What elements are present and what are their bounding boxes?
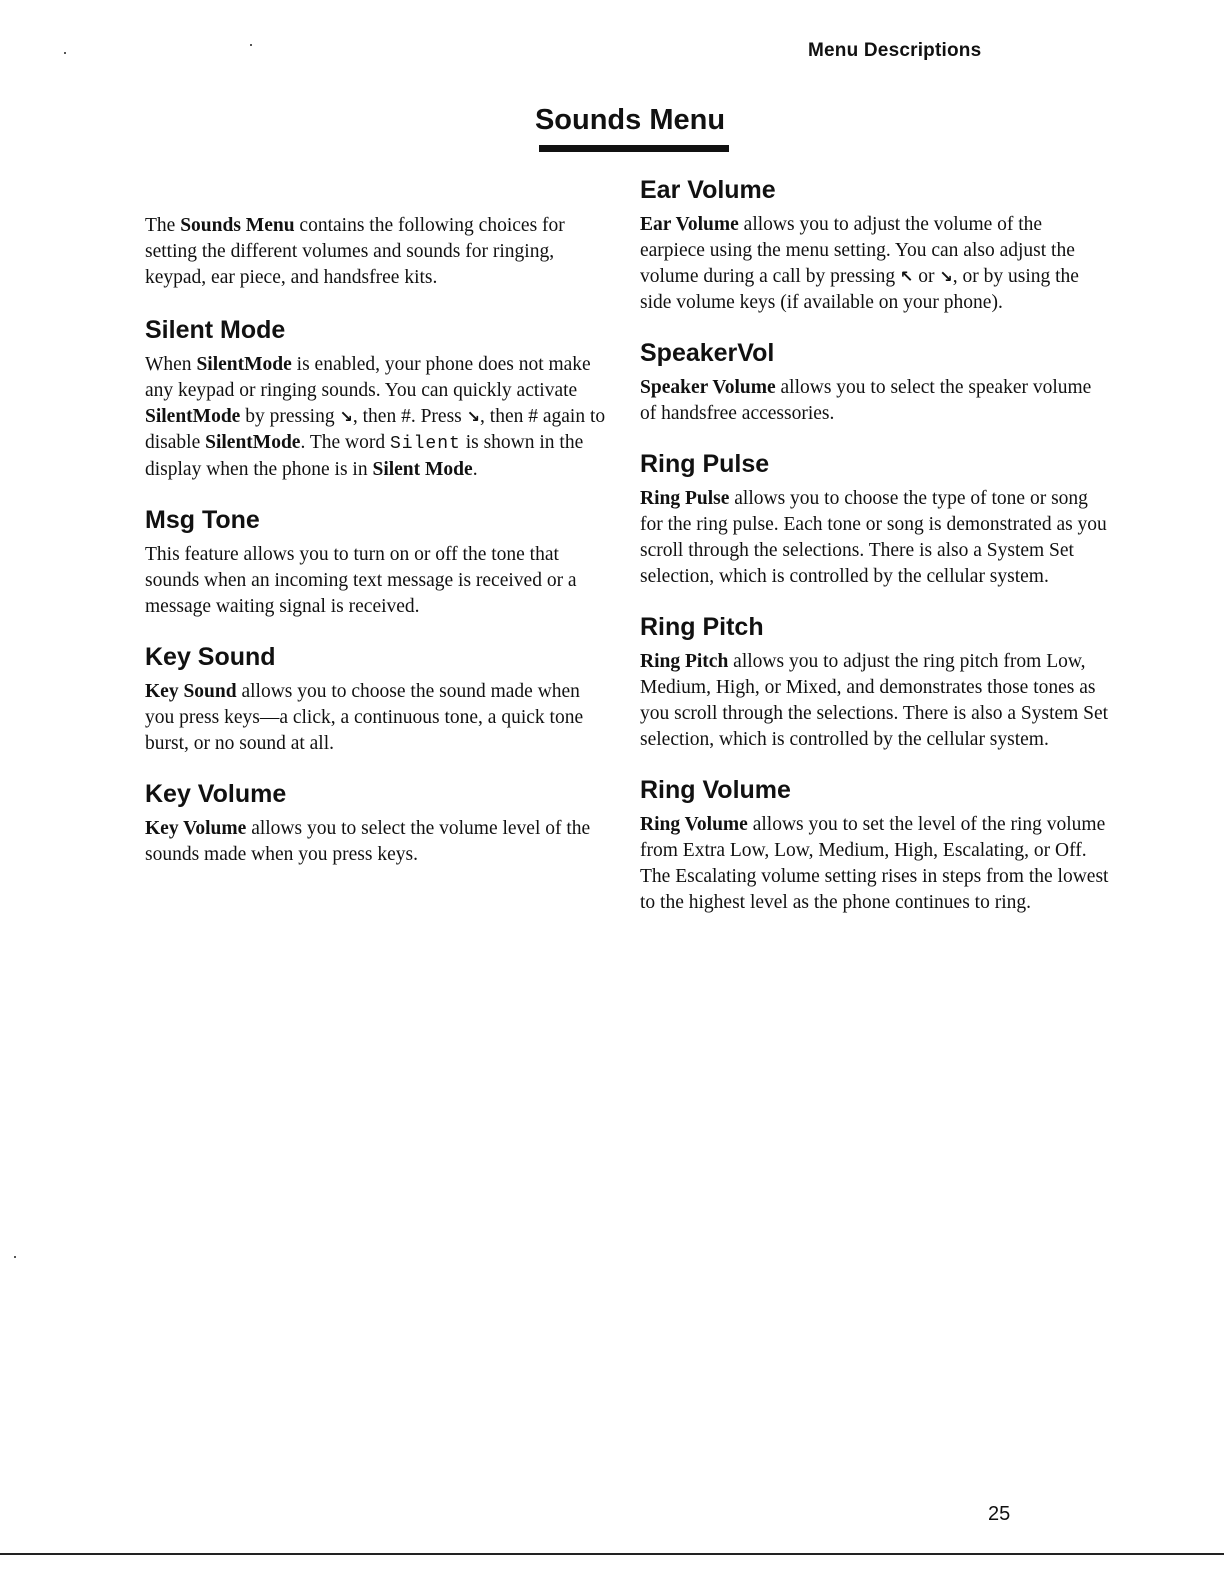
term-silentmode: SilentMode bbox=[196, 354, 292, 375]
heading-speaker-vol: SpeakerVol bbox=[640, 339, 775, 367]
section-speaker-vol bbox=[640, 338, 1110, 427]
page-title: Sounds Menu bbox=[534, 104, 726, 136]
silent-mode-paragraph bbox=[145, 352, 607, 483]
title-underline bbox=[539, 145, 729, 152]
scan-speck bbox=[14, 1256, 16, 1258]
term-ring-volume: Ring Volume bbox=[640, 814, 748, 835]
section-ear-volume bbox=[640, 175, 1110, 316]
down-arrow-key-icon: ↘ bbox=[939, 267, 953, 286]
display-text-silent: Silent bbox=[390, 434, 461, 454]
text-run: , or by using the side volume keys (if available on your phone). bbox=[640, 266, 1079, 313]
ring-pulse-paragraph bbox=[640, 486, 1110, 590]
text-run: or bbox=[913, 266, 940, 287]
term-sounds-menu: Sounds Menu bbox=[180, 215, 295, 236]
text-run: . The word bbox=[300, 432, 390, 453]
section-ring-pulse bbox=[640, 449, 1110, 590]
left-column bbox=[145, 213, 607, 890]
text-run: allows you to select the speaker volume of handsfree accessories. bbox=[640, 377, 1092, 424]
heading-ear-volume: Ear Volume bbox=[640, 176, 776, 204]
key-volume-paragraph bbox=[145, 816, 607, 868]
intro-paragraph bbox=[145, 213, 607, 291]
text-run: . bbox=[472, 459, 478, 480]
term-ring-pulse: Ring Pulse bbox=[640, 488, 730, 509]
section-key-volume bbox=[145, 779, 607, 868]
running-head: Menu Descriptions bbox=[808, 40, 982, 61]
up-arrow-key-icon: ↖ bbox=[899, 267, 914, 286]
term-key-sound: Key Sound bbox=[145, 681, 237, 702]
intro-section bbox=[145, 213, 607, 291]
heading-ring-pulse: Ring Pulse bbox=[640, 450, 770, 478]
term-speaker-volume: Speaker Volume bbox=[640, 377, 776, 398]
heading-key-sound: Key Sound bbox=[145, 643, 276, 671]
scan-speck bbox=[64, 52, 66, 54]
term-silentmode: SilentMode bbox=[205, 432, 301, 453]
text-run: by pressing bbox=[240, 406, 340, 427]
text-run: is enabled, your phone does not make any keypad or ringing sounds. You can quickly activate bbox=[145, 354, 591, 401]
down-arrow-key-icon: ↘ bbox=[339, 407, 353, 426]
msg-tone-paragraph: This feature allows you to turn on or off the tone that sounds when an incoming text message is received or a message waiting signal is received. bbox=[145, 544, 577, 617]
text-run: contains the following choices for setting the different volumes and sounds for ringing, keypad, ear piece, and handsfree kits. bbox=[145, 215, 565, 288]
bottom-rule bbox=[0, 1553, 1224, 1555]
text-run: allows you to choose the sound made when you press keys—a click, a continuous tone, a quick tone burst, or no sound at all. bbox=[145, 681, 584, 754]
section-silent-mode bbox=[145, 315, 607, 483]
term-silent-mode: Silent Mode bbox=[372, 459, 473, 480]
heading-msg-tone: Msg Tone bbox=[145, 506, 260, 534]
text-run: allows you to select the volume level of the sounds made when you press keys. bbox=[145, 818, 591, 865]
text-run: allows you to adjust the ring pitch from Low, Medium, High, or Mixed, and demonstrates those tones as you scroll through the selections. There is also a System Set selection, which is controlled by the cellular system. bbox=[640, 651, 1109, 750]
right-column bbox=[640, 175, 1110, 938]
text-run: allows you to adjust the volume of the earpiece using the menu setting. You can also adjust the volume during a call by pressing bbox=[640, 214, 1075, 287]
ear-volume-paragraph bbox=[640, 212, 1110, 316]
text-run: allows you to choose the type of tone or song for the ring pulse. Each tone or song is demonstrated as you scroll through the selections. There is also a System Set selection, which is controlled by the cellular system. bbox=[640, 488, 1107, 587]
ring-volume-paragraph bbox=[640, 812, 1110, 916]
ring-pitch-paragraph bbox=[640, 649, 1110, 753]
term-ring-pitch: Ring Pitch bbox=[640, 651, 729, 672]
key-sound-paragraph bbox=[145, 679, 607, 757]
heading-silent-mode: Silent Mode bbox=[145, 316, 286, 344]
heading-ring-volume: Ring Volume bbox=[640, 776, 791, 804]
section-ring-volume bbox=[640, 775, 1110, 916]
text-run: is shown in the display when the phone is in bbox=[145, 432, 584, 480]
heading-key-volume: Key Volume bbox=[145, 780, 287, 808]
text-run: When bbox=[145, 354, 197, 375]
term-key-volume: Key Volume bbox=[145, 818, 247, 839]
section-key-sound bbox=[145, 642, 607, 757]
down-arrow-key-icon: ↘ bbox=[466, 407, 481, 426]
text-run: allows you to set the level of the ring volume from Extra Low, Low, Medium, High, Escalating, or Off. The Escalating volume setting rises in steps from the lowest to the highest level as the phone continues to ring. bbox=[640, 814, 1109, 913]
text-run: , then #. Press bbox=[352, 406, 467, 427]
section-msg-tone bbox=[145, 505, 607, 620]
section-ring-pitch bbox=[640, 612, 1110, 753]
speaker-vol-paragraph bbox=[640, 375, 1110, 427]
term-silentmode: SilentMode bbox=[145, 406, 241, 427]
term-ear-volume: Ear Volume bbox=[640, 214, 739, 235]
text-run: , then # again to disable bbox=[145, 406, 606, 453]
text-run: The bbox=[145, 215, 181, 236]
scan-speck bbox=[250, 44, 252, 46]
heading-ring-pitch: Ring Pitch bbox=[640, 613, 764, 641]
page-number: 25 bbox=[988, 1503, 1011, 1525]
